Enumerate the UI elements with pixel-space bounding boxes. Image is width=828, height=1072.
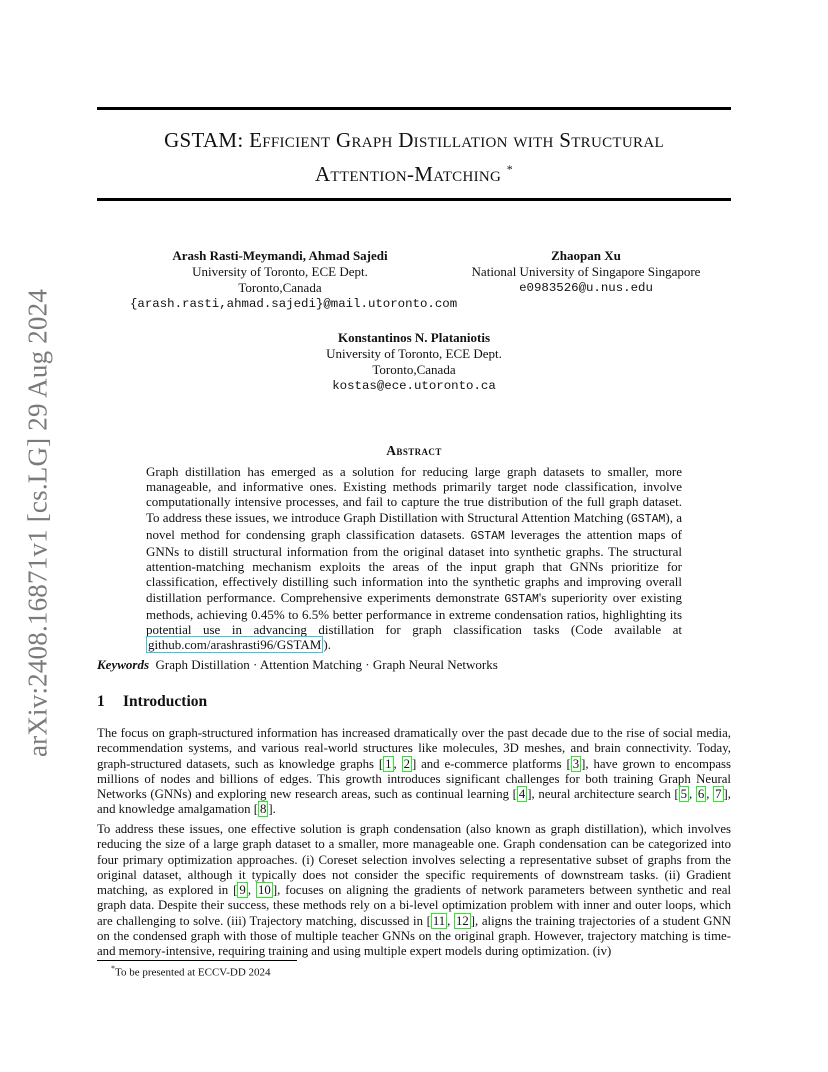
- citation-link[interactable]: 4: [518, 787, 526, 802]
- title-bottom-rule: [97, 198, 731, 201]
- citation-link[interactable]: 6: [697, 787, 705, 802]
- author-affiliation: University of Toronto, ECE Dept.: [192, 264, 368, 279]
- footnote: [111, 964, 271, 979]
- footnote-marker: *: [111, 964, 115, 973]
- abstract-text: ).: [323, 637, 331, 653]
- paragraph-text: The focus on graph-structured information has increased dramatically over the past decade due to the rise of social media, recommendation systems, and various real-world structures like molecules, 3D meshes, and brain connectivity. Today, graph-structured datasets, such as knowledge graphs [: [97, 726, 731, 771]
- intro-paragraph-1: The focus on graph-structured information has increased dramatically over the past decade due to the rise of social media, recommendation systems, and various real-world structures like molecules, 3D meshes, and brain connectivity. Today, graph-structured datasets, such as knowledge graphs [ 1 , 2 ] and e-commerce platforms [ 3 ], have grown to encompass millions of nodes and billions of edges. This growth introduces significant challenges for both training Graph Neural Networks (GNNs) and exploring new research areas, such as continual learning [ 4 ], neural architecture search [ 5 , 6 , 7 ], and knowledge amalgamation [ 8 ].: [97, 726, 731, 817]
- author-names: Konstantinos N. Plataniotis: [337, 330, 491, 345]
- abstract-text: 's superiority over existing methods, achieving 0.45% to 6.5% better performance in extreme condensation ratios, highlighting its potential use in advancing distillation for graph classification tasks (Code available at: [146, 589, 682, 638]
- author-location: Toronto,Canada: [238, 280, 322, 295]
- title-footnote-marker: *: [506, 162, 514, 176]
- paper-title: [97, 126, 731, 189]
- paragraph-text: ], aligns the training trajectories of a student GNN on the condensed graph with those of multiple teacher GNNs on the original graph. However, trajectory matching is time- and memory-intensive, requiring training and using multiple expert models during optimization. (iv): [97, 913, 731, 959]
- title-line-1: GSTAM: Efficient Graph Distillation with Structural: [164, 128, 664, 152]
- citation-link[interactable]: 2: [403, 756, 410, 771]
- paragraph-text: ], and knowledge amalgamation [: [97, 787, 731, 817]
- author-email: e0983526@u.nus.edu: [519, 281, 653, 295]
- section-number: 1: [97, 693, 105, 710]
- section-title: Introduction: [123, 693, 208, 710]
- paragraph-text: ], have grown to encompass millions of nodes and billions of edges. This growth introduces significant challenges for both training Graph Neural Networks (GNNs) and exploring new research areas, such as continual learning [: [97, 756, 731, 802]
- abstract-text: leverages the attention maps of GNNs to distill structural information from the original dataset into synthetic graphs. The structural attention-matching mechanism exploits the areas of the input graph that GNNs prioritize for classification, effectively distilling such information into the synthetic graphs and improving overall distillation performance. Comprehensive experiments demonstrate: [146, 526, 682, 605]
- footnote-rule: [97, 960, 297, 961]
- method-name-code: GSTAM: [504, 592, 539, 606]
- citation-link[interactable]: 10: [258, 883, 271, 898]
- keywords-text: Graph Distillation · Attention Matching · Graph Neural Networks: [155, 657, 498, 672]
- author-block-1: [130, 248, 458, 312]
- citation-link[interactable]: 12: [455, 913, 469, 928]
- citation-link[interactable]: 7: [715, 787, 722, 802]
- author-names: Arash Rasti-Meymandi, Ahmad Sajedi: [172, 248, 388, 263]
- arxiv-identifier: [18, 288, 58, 758]
- author-block-2: [452, 248, 720, 296]
- abstract-text: Graph distillation has emerged as a solution for reducing large graph datasets to smaller, more manageable, and informative ones. Existing methods primarily target node classification, involve computationally intensive processes, and fail to capture the true distribution of the full graph dataset. To address these issues, we introduce Graph Distillation with Structural Attention Matching (: [146, 464, 682, 525]
- author-block-3: [264, 330, 564, 394]
- author-location: Toronto,Canada: [372, 362, 456, 377]
- citation-link[interactable]: 3: [572, 756, 580, 771]
- abstract-body: [146, 464, 682, 652]
- citation-link[interactable]: 8: [259, 802, 267, 817]
- author-names: Zhaopan Xu: [551, 248, 621, 263]
- title-line-2-text: Attention-Matching: [314, 162, 502, 186]
- paragraph-text: ].: [268, 802, 276, 817]
- citation-link[interactable]: 5: [680, 787, 688, 802]
- citation-link[interactable]: 9: [239, 883, 246, 898]
- keywords-label: Keywords: [97, 657, 149, 672]
- abstract-heading: Abstract: [386, 443, 442, 458]
- paragraph-text: To address these issues, one effective solution is graph condensation (also known as graph distillation), which involves reducing the size of a large graph dataset to a smaller, more manageable one. Graph condensation can be categorized into four primary optimization approaches. (i) Coreset selection involves selecting a representative subset of graphs from the original dataset, although it typically does not consider the specific requirements of downstream tasks. (ii) Gradient matching, as explored in [: [97, 822, 731, 898]
- author-affiliation: National University of Singapore Singapore: [471, 264, 701, 279]
- author-affiliation: University of Toronto, ECE Dept.: [326, 346, 502, 361]
- paragraph-text: ] and e-commerce platforms [: [411, 756, 571, 771]
- title-line-2: [97, 155, 731, 189]
- section-heading: [97, 693, 207, 711]
- code-repository-link[interactable]: github.com/arashrasti96/GSTAM: [148, 637, 322, 653]
- paragraph-text: ], neural architecture search [: [527, 787, 679, 802]
- method-name-code: GSTAM: [630, 512, 666, 526]
- author-email: {arash.rasti,ahmad.sajedi}@mail.utoronto.com: [130, 297, 458, 311]
- citation-link[interactable]: 11: [432, 913, 446, 928]
- arxiv-identifier-text: arXiv:2408.16871v1 [cs.LG] 29 Aug 2024: [22, 288, 53, 758]
- citation-link[interactable]: 1: [385, 756, 392, 771]
- keywords-line: [97, 657, 731, 673]
- abstract-text: ), a novel method for condensing graph classification datasets.: [146, 509, 682, 542]
- title-top-rule: [97, 107, 731, 110]
- author-email: kostas@ece.utoronto.ca: [332, 379, 496, 393]
- footnote-text: To be presented at ECCV-DD 2024: [115, 966, 271, 979]
- paragraph-text: ], focuses on aligning the gradients of network parameters between synthetic and real graph data. Despite their success, these methods rely on a bi-level optimization problem with inner and outer loops, which are challenging to solve. (iii) Trajectory matching, discussed in [: [97, 883, 731, 928]
- intro-paragraph-2: To address these issues, one effective solution is graph condensation (also known as graph distillation), which involves reducing the size of a large graph dataset to a smaller, more manageable one. Graph condensation can be categorized into four primary optimization approaches. (i) Coreset selection involves selecting a representative subset of graphs from the original dataset, although it typically does not consider the specific requirements of downstream tasks. (ii) Gradient matching, as explored in [ 9 , 10 ], focuses on aligning the gradients of network parameters between synthetic and real graph data. Despite their success, these methods rely on a bi-level optimization problem with inner and outer loops, which are challenging to solve. (iii) Trajectory matching, discussed in [ 11 , 12 ], aligns the training trajectories of a student GNN on the condensed graph with those of multiple teacher GNNs on the original graph. However, trajectory matching is time- and memory-intensive, requiring training and using multiple expert models during optimization. (iv): [97, 822, 731, 959]
- method-name-code: GSTAM: [470, 529, 505, 543]
